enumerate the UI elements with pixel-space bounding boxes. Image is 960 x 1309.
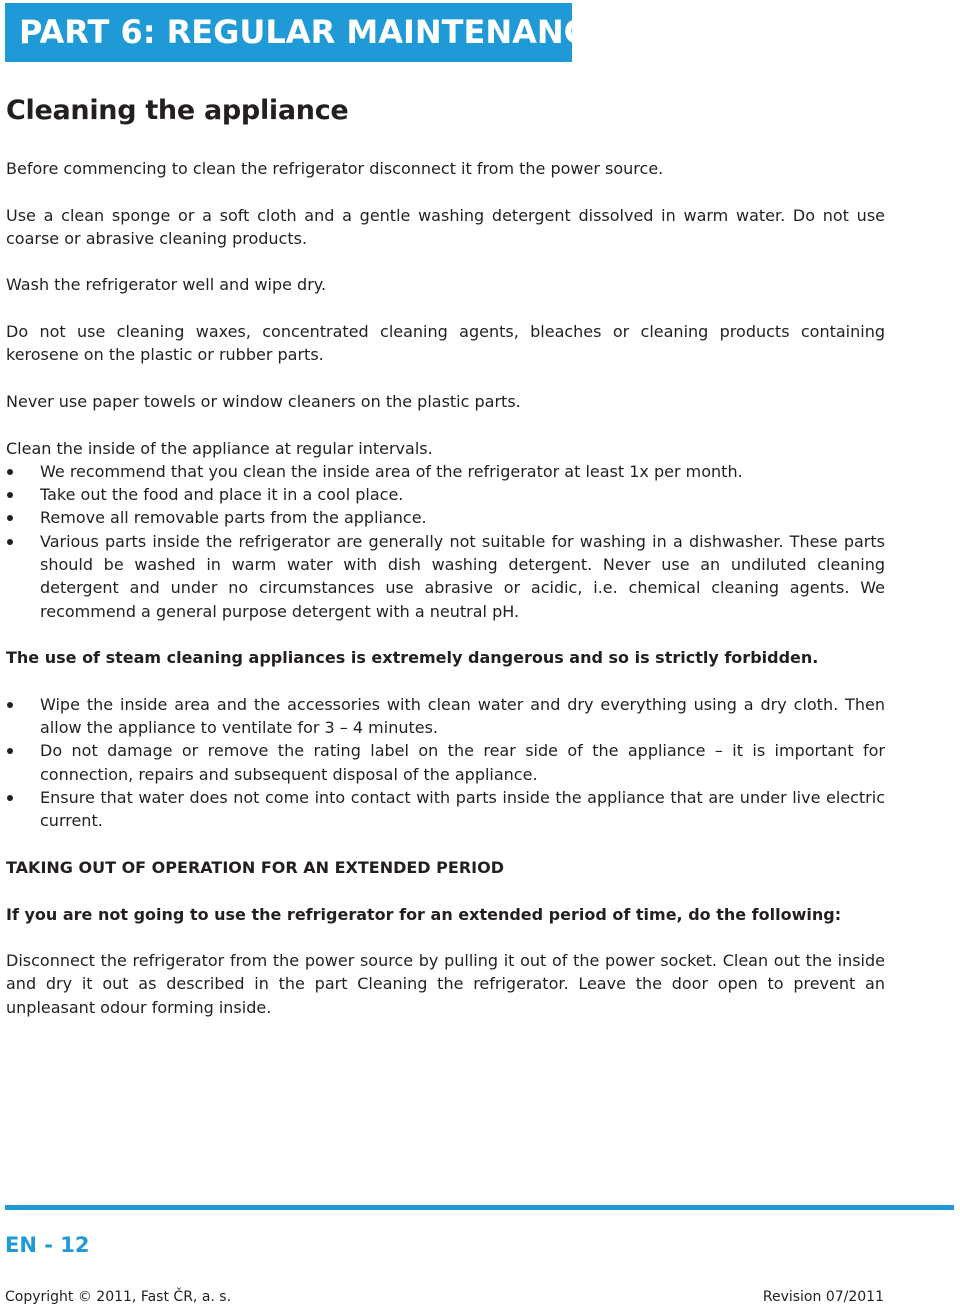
footer-divider bbox=[5, 1205, 954, 1210]
list-item: Do not damage or remove the rating label on the rear side of the appliance – it is important for connection, repairs and subsequent disposal of the appliance. bbox=[6, 739, 885, 786]
copyright-notice: Copyright © 2011, Fast ČR, a. s. bbox=[5, 1289, 232, 1305]
section-title: PART 6: REGULAR MAINTENANCE bbox=[19, 13, 609, 51]
paragraph-waxes: Do not use cleaning waxes, concentrated cleaning agents, bleaches or cleaning products containing kerosene on the plastic or rubber parts. bbox=[6, 322, 885, 365]
list-item: Ensure that water does not come into contact with parts inside the appliance that are under live electric current. bbox=[6, 786, 885, 833]
revision-value: 07/2011 bbox=[825, 1289, 884, 1305]
page-number: EN - 12 bbox=[5, 1233, 90, 1257]
bullet-icon bbox=[7, 492, 13, 498]
bullet-icon bbox=[7, 702, 13, 708]
steam-warning: The use of steam cleaning appliances is extremely dangerous and so is strictly forbidden. bbox=[6, 648, 819, 668]
bullet-list-intervals bbox=[6, 460, 885, 623]
bullet-list-care bbox=[6, 693, 885, 833]
list-item: Various parts inside the refrigerator are generally not suitable for washing in a dishwasher. These parts should be washed in warm water with dish washing detergent. Never use an undiluted cleaning detergent and under no circumstances use abrasive or acidic, i.e. chemical cleaning agents. We recommend a general purpose detergent with a neutral pH. bbox=[6, 530, 885, 623]
cleaning-heading: Cleaning the appliance bbox=[6, 95, 349, 126]
paragraph-disconnect: Before commencing to clean the refrigerator disconnect it from the power source. bbox=[6, 159, 664, 178]
extended-period-subheading: If you are not going to use the refrigerator for an extended period of time, do the following: bbox=[6, 904, 842, 924]
bullet-icon bbox=[7, 795, 13, 801]
extended-period-heading: TAKING OUT OF OPERATION FOR AN EXTENDED PERIOD bbox=[6, 857, 504, 877]
paragraph-intervals: Clean the inside of the appliance at regular intervals. bbox=[6, 438, 433, 458]
bullet-icon bbox=[7, 748, 13, 754]
list-item: We recommend that you clean the inside area of the refrigerator at least 1x per month. bbox=[6, 460, 885, 483]
bullet-icon bbox=[7, 469, 13, 475]
bullet-icon bbox=[7, 539, 13, 545]
list-item: Remove all removable parts from the appliance. bbox=[6, 506, 885, 529]
revision-info bbox=[763, 1289, 884, 1305]
bullet-icon bbox=[7, 515, 13, 521]
section-title-banner bbox=[5, 3, 609, 62]
revision-label: Revision bbox=[762, 1289, 822, 1305]
page-content bbox=[6, 88, 885, 1042]
paragraph-sponge: Use a clean sponge or a soft cloth and a gentle washing detergent dissolved in warm water. Do not use coarse or abrasive cleaning products. bbox=[6, 205, 885, 248]
list-item: Wipe the inside area and the accessories with clean water and dry everything using a dry cloth. Then allow the appliance to ventilate for 3 – 4 minutes. bbox=[6, 693, 885, 740]
paragraph-paper-towels: Never use paper towels or window cleaners on the plastic parts. bbox=[6, 391, 521, 411]
paragraph-wash: Wash the refrigerator well and wipe dry. bbox=[6, 275, 327, 295]
extended-period-body: Disconnect the refrigerator from the power source by pulling it out of the power socket. Clean out the inside and dry it out as described in the part Cleaning the refrigerator. Leave the door open to prevent an unpleasant odour forming inside. bbox=[6, 951, 885, 1017]
list-item: Take out the food and place it in a cool place. bbox=[6, 483, 885, 506]
